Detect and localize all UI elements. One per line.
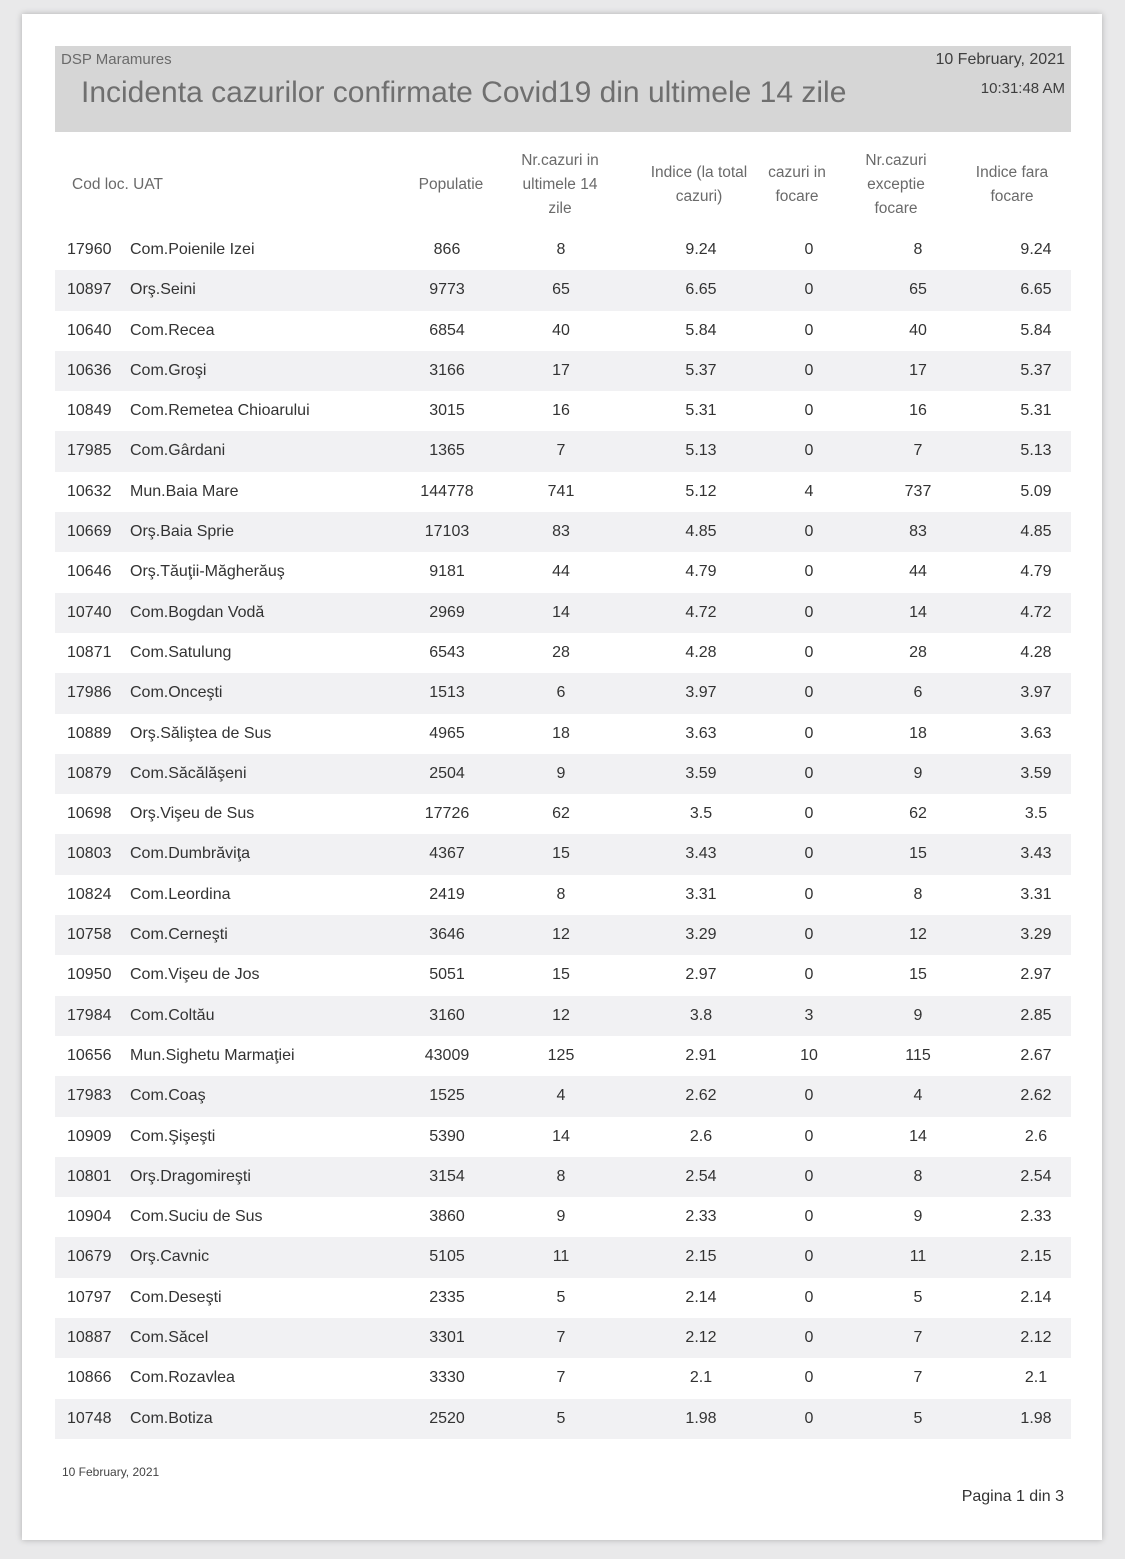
column-header-indice-fara: Indice fara focare — [975, 164, 1049, 205]
cell-indice: 2.62 — [685, 1087, 717, 1105]
cell-focare: 0 — [804, 966, 814, 984]
page-indicator: Pagina 1 din 3 — [961, 1488, 1064, 1505]
cell-uat: Com.Săcel — [130, 1329, 209, 1347]
cell-code: 10758 — [67, 926, 112, 944]
cell-nr-cazuri: 28 — [552, 643, 570, 661]
cell-indice: 5.13 — [685, 442, 717, 460]
cell-indice-fara: 3.43 — [1020, 845, 1052, 863]
cell-populatie: 17103 — [424, 523, 470, 541]
table-row — [55, 1318, 1071, 1358]
cell-nr-cazuri: 7 — [556, 442, 566, 460]
column-header-cod-uat: Cod loc. UAT — [72, 176, 164, 193]
cell-uat: Com.Botiza — [130, 1409, 213, 1427]
cell-populatie: 3301 — [429, 1329, 465, 1347]
cell-populatie: 4965 — [429, 724, 465, 742]
cell-exceptie: 15 — [909, 966, 927, 984]
cell-indice: 5.12 — [685, 482, 717, 500]
footer-date: 10 February, 2021 — [62, 1465, 160, 1479]
table-row — [55, 351, 1071, 391]
table-row — [55, 1076, 1071, 1116]
cell-indice: 2.91 — [685, 1046, 717, 1064]
cell-nr-cazuri: 12 — [552, 926, 570, 944]
cell-uat: Orş.Săliştea de Sus — [130, 724, 272, 742]
cell-exceptie: 83 — [909, 523, 927, 541]
cell-uat: Com.Groşi — [130, 361, 207, 379]
cell-focare: 0 — [804, 684, 814, 702]
column-header-nr-exceptie: Nr.cazuri exceptie focare — [865, 152, 927, 217]
cell-exceptie: 12 — [909, 926, 927, 944]
table-row — [55, 1358, 1071, 1398]
cell-populatie: 3154 — [429, 1167, 465, 1185]
cell-uat: Com.Cerneşti — [130, 926, 228, 944]
cell-populatie: 3015 — [429, 402, 465, 420]
cell-populatie: 866 — [433, 241, 461, 258]
cell-uat: Mun.Baia Mare — [130, 482, 239, 500]
cell-populatie: 5105 — [429, 1248, 465, 1266]
cell-nr-cazuri: 7 — [556, 1329, 566, 1347]
cell-indice-fara: 4.79 — [1020, 563, 1052, 581]
cell-focare: 0 — [804, 523, 814, 541]
cell-focare: 0 — [804, 402, 814, 420]
cell-exceptie: 7 — [913, 1329, 923, 1347]
cell-indice-fara: 2.15 — [1020, 1248, 1052, 1266]
cell-exceptie: 9 — [913, 1208, 923, 1226]
table-row — [55, 794, 1071, 834]
cell-populatie: 4367 — [429, 845, 465, 863]
cell-code: 10740 — [67, 603, 112, 621]
cell-nr-cazuri: 15 — [552, 845, 570, 863]
cell-indice-fara: 4.72 — [1020, 603, 1052, 621]
cell-populatie: 2504 — [429, 764, 465, 782]
cell-focare: 0 — [804, 1087, 814, 1105]
cell-populatie: 1513 — [429, 684, 465, 702]
cell-nr-cazuri: 9 — [556, 764, 566, 782]
table-row — [55, 311, 1071, 351]
cell-uat: Com.Leordina — [130, 885, 231, 903]
cell-indice: 9.24 — [685, 241, 717, 258]
cell-exceptie: 11 — [909, 1248, 927, 1266]
cell-indice: 6.65 — [685, 281, 717, 299]
cell-code: 10669 — [67, 523, 112, 541]
cell-focare: 3 — [804, 1006, 814, 1024]
cell-indice-fara: 2.1 — [1024, 1369, 1048, 1387]
cell-exceptie: 8 — [913, 241, 923, 258]
cell-uat: Com.Rozavlea — [130, 1369, 235, 1387]
cell-focare: 0 — [804, 361, 814, 379]
cell-indice-fara: 4.28 — [1020, 643, 1052, 661]
cell-indice: 3.63 — [685, 724, 717, 742]
cell-uat: Com.Coaş — [130, 1087, 206, 1105]
cell-indice: 3.59 — [685, 764, 717, 782]
table-row — [55, 1197, 1071, 1237]
cell-uat: Com.Şişeşti — [130, 1127, 216, 1145]
cell-code: 10887 — [67, 1329, 112, 1347]
cell-code: 10636 — [67, 361, 112, 379]
cell-indice: 5.84 — [685, 321, 717, 339]
table-row — [55, 673, 1071, 713]
table-row — [55, 552, 1071, 592]
cell-code: 10849 — [67, 402, 112, 420]
cell-uat: Com.Dumbrăviţa — [130, 845, 251, 863]
column-header-cazuri-focare: cazuri in focare — [768, 164, 826, 205]
cell-indice: 2.15 — [685, 1248, 717, 1266]
cell-uat: Com.Suciu de Sus — [130, 1208, 263, 1226]
cell-uat: Com.Remetea Chioarului — [130, 402, 310, 420]
cell-populatie: 2335 — [429, 1288, 465, 1306]
cell-indice-fara: 2.14 — [1020, 1288, 1052, 1306]
cell-exceptie: 7 — [913, 1369, 923, 1387]
cell-indice: 3.43 — [685, 845, 717, 863]
cell-code: 10879 — [67, 764, 112, 782]
cell-nr-cazuri: 14 — [552, 603, 570, 621]
cell-nr-cazuri: 7 — [556, 1369, 566, 1387]
cell-focare: 0 — [804, 321, 814, 339]
cell-uat: Orş.Vişeu de Sus — [130, 805, 255, 823]
table-row — [55, 875, 1071, 915]
cell-indice-fara: 5.09 — [1020, 482, 1052, 500]
cell-focare: 0 — [804, 1127, 814, 1145]
cell-focare: 0 — [804, 643, 814, 661]
cell-nr-cazuri: 12 — [552, 1006, 570, 1024]
cell-nr-cazuri: 14 — [552, 1127, 570, 1145]
cell-exceptie: 5 — [913, 1409, 923, 1427]
cell-populatie: 5051 — [429, 966, 465, 984]
cell-code: 10797 — [67, 1288, 112, 1306]
table-row — [55, 996, 1071, 1036]
cell-indice-fara: 2.33 — [1020, 1208, 1052, 1226]
cell-indice-fara: 3.31 — [1020, 885, 1052, 903]
cell-indice: 2.12 — [685, 1329, 717, 1347]
cell-indice-fara: 4.85 — [1020, 523, 1052, 541]
cell-indice: 2.14 — [685, 1288, 717, 1306]
cell-code: 10801 — [67, 1167, 112, 1185]
cell-focare: 0 — [804, 1167, 814, 1185]
cell-code: 17960 — [67, 241, 112, 258]
cell-populatie: 2520 — [429, 1409, 465, 1427]
cell-nr-cazuri: 125 — [547, 1046, 575, 1064]
report-title: Incidenta cazurilor confirmate Covid19 din ultimele 14 zile — [81, 76, 847, 109]
cell-indice-fara: 5.31 — [1020, 402, 1052, 420]
cell-focare: 0 — [804, 764, 814, 782]
cell-indice: 4.79 — [685, 563, 717, 581]
cell-nr-cazuri: 16 — [552, 402, 570, 420]
cell-indice-fara: 2.85 — [1020, 1006, 1052, 1024]
cell-populatie: 3330 — [429, 1369, 465, 1387]
cell-indice: 2.97 — [685, 966, 717, 984]
cell-uat: Orş.Seini — [130, 281, 196, 299]
cell-code: 17983 — [67, 1087, 112, 1105]
cell-exceptie: 14 — [909, 603, 927, 621]
cell-indice: 3.31 — [685, 885, 717, 903]
cell-focare: 10 — [800, 1046, 818, 1064]
cell-uat: Orş.Baia Sprie — [130, 523, 235, 541]
cell-indice: 3.29 — [685, 926, 717, 944]
cell-code: 10646 — [67, 563, 112, 581]
cell-populatie: 9181 — [429, 563, 465, 581]
cell-populatie: 2419 — [429, 885, 465, 903]
cell-indice: 2.54 — [685, 1167, 717, 1185]
report-page — [22, 14, 1102, 1540]
cell-exceptie: 4 — [913, 1087, 923, 1105]
table-row — [55, 391, 1071, 431]
cell-code: 10824 — [67, 885, 112, 903]
cell-uat: Com.Vişeu de Jos — [130, 966, 260, 984]
cell-indice: 4.85 — [685, 523, 717, 541]
organization-label: DSP Maramures — [61, 51, 172, 68]
cell-exceptie: 44 — [909, 563, 927, 581]
cell-exceptie: 9 — [913, 764, 923, 782]
cell-indice-fara: 3.97 — [1020, 684, 1052, 702]
column-header-nr-cazuri: Nr.cazuri in ultimele 14 zile — [521, 152, 599, 217]
cell-focare: 0 — [804, 1329, 814, 1347]
cell-focare: 0 — [804, 241, 814, 258]
cell-populatie: 3160 — [429, 1006, 465, 1024]
report-date: 10 February, 2021 — [935, 51, 1065, 68]
cell-indice-fara: 5.84 — [1020, 321, 1052, 339]
cell-focare: 4 — [804, 482, 814, 500]
cell-indice: 2.1 — [689, 1369, 713, 1387]
cell-indice-fara: 9.24 — [1020, 241, 1052, 258]
cell-populatie: 9773 — [429, 281, 465, 299]
cell-indice: 1.98 — [685, 1409, 717, 1427]
table-row — [55, 915, 1071, 955]
table-row — [55, 431, 1071, 471]
cell-uat: Com.Bogdan Vodă — [130, 603, 265, 621]
cell-uat: Com.Gârdani — [130, 442, 226, 460]
table-row — [55, 1117, 1071, 1157]
cell-populatie: 5390 — [429, 1127, 465, 1145]
cell-uat: Com.Recea — [130, 321, 215, 339]
cell-populatie: 6854 — [429, 321, 465, 339]
cell-exceptie: 17 — [909, 361, 927, 379]
cell-code: 10679 — [67, 1248, 112, 1266]
cell-nr-cazuri: 741 — [547, 482, 575, 500]
cell-exceptie: 65 — [909, 281, 927, 299]
cell-focare: 0 — [804, 885, 814, 903]
cell-exceptie: 18 — [909, 724, 927, 742]
report-header — [55, 46, 1071, 132]
cell-code: 10889 — [67, 724, 112, 742]
table-row — [55, 1399, 1071, 1439]
cell-nr-cazuri: 15 — [552, 966, 570, 984]
cell-nr-cazuri: 4 — [556, 1087, 566, 1105]
cell-nr-cazuri: 83 — [552, 523, 570, 541]
cell-code: 10909 — [67, 1127, 112, 1145]
cell-populatie: 1365 — [429, 442, 465, 460]
cell-populatie: 3860 — [429, 1208, 465, 1226]
cell-uat: Com.Deseşti — [130, 1288, 222, 1306]
cell-uat: Com.Onceşti — [130, 684, 223, 702]
cell-focare: 0 — [804, 926, 814, 944]
cell-exceptie: 28 — [909, 643, 927, 661]
table-row — [55, 955, 1071, 995]
cell-code: 10640 — [67, 321, 112, 339]
cell-indice-fara: 2.67 — [1020, 1046, 1052, 1064]
cell-code: 10632 — [67, 482, 112, 500]
cell-nr-cazuri: 6 — [556, 684, 566, 702]
cell-focare: 0 — [804, 845, 814, 863]
cell-indice: 2.6 — [689, 1127, 713, 1145]
report-time: 10:31:48 AM — [980, 80, 1065, 97]
cell-populatie: 144778 — [420, 482, 474, 500]
cell-indice-fara: 3.5 — [1024, 805, 1048, 823]
cell-exceptie: 7 — [913, 442, 923, 460]
cell-indice-fara: 3.63 — [1020, 724, 1052, 742]
cell-nr-cazuri: 11 — [552, 1248, 570, 1266]
table-row — [55, 472, 1071, 512]
cell-indice: 4.28 — [685, 643, 717, 661]
cell-indice-fara: 3.59 — [1020, 764, 1052, 782]
column-header-indice-total: Indice (la total cazuri) — [650, 164, 748, 205]
cell-exceptie: 40 — [909, 321, 927, 339]
cell-code: 10871 — [67, 643, 112, 661]
cell-uat: Orş.Dragomireşti — [130, 1167, 251, 1185]
table-row — [55, 230, 1071, 270]
cell-nr-cazuri: 44 — [552, 563, 570, 581]
cell-indice-fara: 5.13 — [1020, 442, 1052, 460]
cell-code: 10698 — [67, 805, 112, 823]
cell-code: 10866 — [67, 1369, 112, 1387]
cell-indice-fara: 2.54 — [1020, 1167, 1052, 1185]
cell-indice: 2.33 — [685, 1208, 717, 1226]
cell-focare: 0 — [804, 724, 814, 742]
cell-indice-fara: 3.29 — [1020, 926, 1052, 944]
cell-indice-fara: 6.65 — [1020, 281, 1052, 299]
cell-indice-fara: 2.6 — [1024, 1127, 1048, 1145]
cell-nr-cazuri: 5 — [556, 1288, 566, 1306]
cell-code: 10748 — [67, 1409, 112, 1427]
cell-uat: Com.Coltău — [130, 1006, 215, 1024]
cell-code: 10950 — [67, 966, 112, 984]
cell-populatie: 3646 — [429, 926, 465, 944]
cell-populatie: 6543 — [429, 643, 465, 661]
cell-populatie: 43009 — [424, 1046, 470, 1064]
cell-focare: 0 — [804, 1248, 814, 1266]
table-row — [55, 714, 1071, 754]
cell-indice: 5.31 — [685, 402, 717, 420]
cell-indice-fara: 2.62 — [1020, 1087, 1052, 1105]
cell-exceptie: 115 — [905, 1046, 931, 1064]
cell-focare: 0 — [804, 1288, 814, 1306]
cell-populatie: 3166 — [429, 361, 465, 379]
cell-exceptie: 6 — [913, 684, 923, 702]
cell-populatie: 2969 — [429, 603, 465, 621]
cell-uat: Orş.Cavnic — [130, 1248, 210, 1266]
column-header-populatie: Populatie — [418, 176, 484, 193]
cell-exceptie: 16 — [909, 402, 927, 420]
cell-nr-cazuri: 8 — [556, 241, 566, 258]
table-row — [55, 270, 1071, 310]
cell-code: 17986 — [67, 684, 112, 702]
data-table-body — [55, 230, 1071, 1439]
cell-nr-cazuri: 9 — [556, 1208, 566, 1226]
cell-nr-cazuri: 18 — [552, 724, 570, 742]
cell-focare: 0 — [804, 603, 814, 621]
cell-exceptie: 8 — [913, 885, 923, 903]
table-row — [55, 512, 1071, 552]
cell-focare: 0 — [804, 1369, 814, 1387]
cell-code: 17985 — [67, 442, 112, 460]
table-row — [55, 754, 1071, 794]
cell-indice: 5.37 — [685, 361, 717, 379]
cell-nr-cazuri: 17 — [552, 361, 570, 379]
cell-code: 17984 — [67, 1006, 112, 1024]
cell-indice-fara: 2.12 — [1020, 1329, 1052, 1347]
cell-exceptie: 5 — [913, 1288, 923, 1306]
cell-indice-fara: 5.37 — [1020, 361, 1052, 379]
cell-exceptie: 15 — [909, 845, 927, 863]
cell-nr-cazuri: 62 — [552, 805, 570, 823]
table-row — [55, 1237, 1071, 1277]
table-row — [55, 1036, 1071, 1076]
cell-nr-cazuri: 8 — [556, 885, 566, 903]
cell-exceptie: 62 — [909, 805, 927, 823]
cell-code: 10904 — [67, 1208, 112, 1226]
table-row — [55, 834, 1071, 874]
cell-focare: 0 — [804, 1409, 814, 1427]
cell-uat: Orş.Tăuţii-Măgherăuş — [130, 563, 285, 581]
cell-indice: 3.5 — [689, 805, 713, 823]
cell-exceptie: 8 — [913, 1167, 923, 1185]
cell-focare: 0 — [804, 442, 814, 460]
cell-populatie: 17726 — [424, 805, 470, 823]
cell-code: 10897 — [67, 281, 112, 299]
cell-uat: Com.Satulung — [130, 643, 232, 661]
cell-focare: 0 — [804, 281, 814, 299]
cell-nr-cazuri: 5 — [556, 1409, 566, 1427]
cell-exceptie: 14 — [909, 1127, 927, 1145]
cell-indice: 3.97 — [685, 684, 717, 702]
cell-uat: Mun.Sighetu Marmaţiei — [130, 1046, 295, 1064]
cell-nr-cazuri: 40 — [552, 321, 570, 339]
cell-uat: Com.Săcălăşeni — [130, 764, 247, 782]
cell-code: 10656 — [67, 1046, 112, 1064]
cell-exceptie: 737 — [904, 482, 932, 500]
cell-nr-cazuri: 65 — [552, 281, 570, 299]
cell-indice-fara: 1.98 — [1020, 1409, 1052, 1427]
table-row — [55, 593, 1071, 633]
cell-indice: 3.8 — [689, 1006, 713, 1024]
cell-populatie: 1525 — [429, 1087, 465, 1105]
table-row — [55, 1157, 1071, 1197]
cell-nr-cazuri: 8 — [556, 1167, 566, 1185]
cell-indice-fara: 2.97 — [1020, 966, 1052, 984]
cell-uat: Com.Poienile Izei — [130, 241, 255, 258]
table-row — [55, 633, 1071, 673]
cell-indice: 4.72 — [685, 603, 717, 621]
cell-focare: 0 — [804, 1208, 814, 1226]
table-row — [55, 1278, 1071, 1318]
cell-focare: 0 — [804, 563, 814, 581]
cell-exceptie: 9 — [913, 1006, 923, 1024]
cell-focare: 0 — [804, 805, 814, 823]
cell-code: 10803 — [67, 845, 112, 863]
